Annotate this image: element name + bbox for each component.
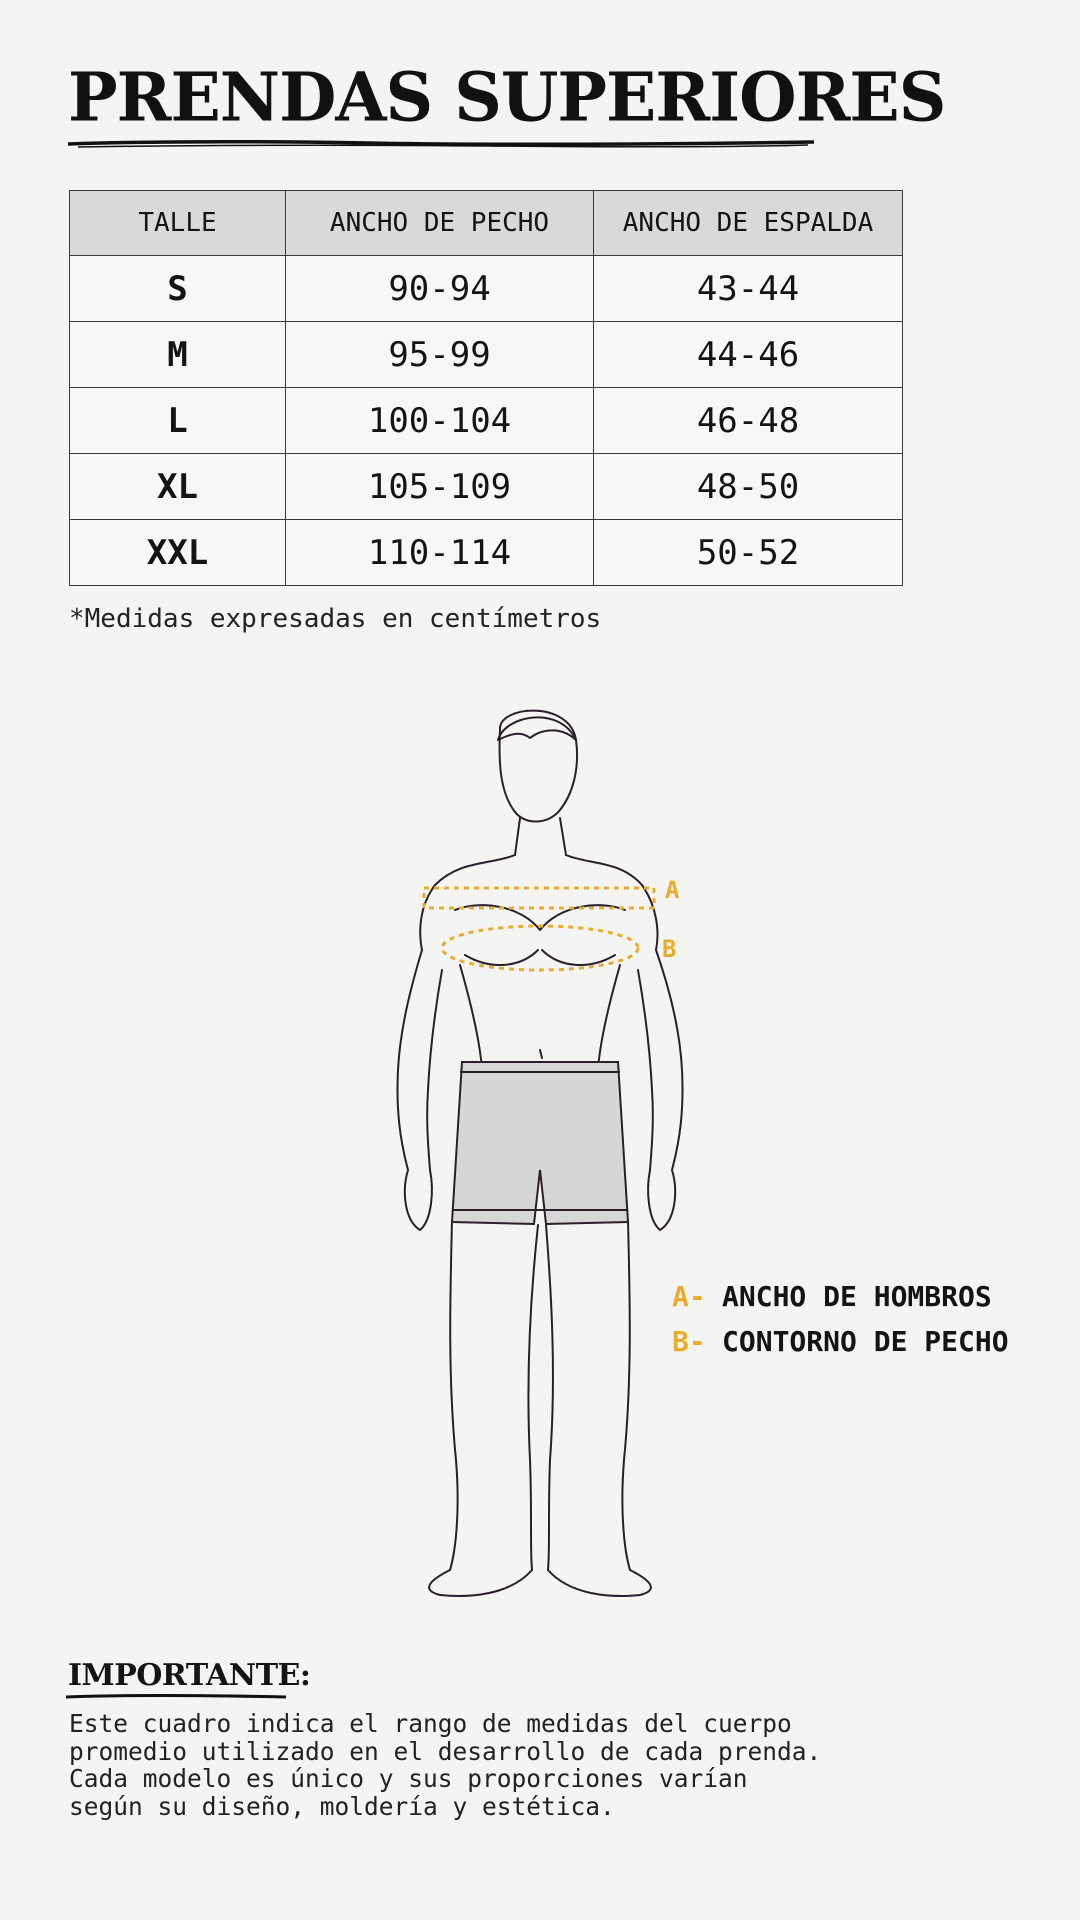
table-row — [70, 256, 903, 322]
marker-b: B — [662, 935, 677, 963]
body-figure-illustration — [380, 700, 700, 1600]
size-table — [69, 190, 903, 586]
important-underline — [66, 1693, 286, 1701]
table-row — [70, 520, 903, 586]
marker-a: A — [665, 876, 680, 904]
legend-key-a: A- — [672, 1280, 706, 1313]
measurement-legend — [672, 1274, 1009, 1364]
footnote: *Medidas expresadas en centímetros — [69, 604, 602, 634]
legend-label-b: CONTORNO DE PECHO — [722, 1325, 1009, 1358]
legend-key-b: B- — [672, 1325, 706, 1358]
back-cell: 48-50 — [594, 454, 903, 520]
shoulder-width-guide — [424, 888, 654, 908]
header-ancho-espalda: ANCHO DE ESPALDA — [594, 191, 903, 256]
page-title: PRENDAS SUPERIORES — [68, 57, 946, 137]
important-text: Este cuadro indica el rango de medidas del cuerpo promedio utilizado en el desarrollo de cada prenda. Cada modelo es único y sus proporciones varían según su diseño, moldería y estética. — [69, 1709, 822, 1821]
size-cell: M — [70, 322, 286, 388]
chest-cell: 110-114 — [286, 520, 594, 586]
size-cell: S — [70, 256, 286, 322]
chest-cell: 95-99 — [286, 322, 594, 388]
header-talle: TALLE — [70, 191, 286, 256]
table-header-row — [70, 191, 903, 256]
back-cell: 44-46 — [594, 322, 903, 388]
chest-cell: 105-109 — [286, 454, 594, 520]
chest-contour-guide — [442, 926, 638, 970]
size-cell: XXL — [70, 520, 286, 586]
chest-cell: 100-104 — [286, 388, 594, 454]
legend-item — [672, 1274, 1009, 1319]
back-cell: 46-48 — [594, 388, 903, 454]
legend-item — [672, 1319, 1009, 1364]
chest-cell: 90-94 — [286, 256, 594, 322]
table-row — [70, 454, 903, 520]
header-ancho-pecho: ANCHO DE PECHO — [286, 191, 594, 256]
important-title: IMPORTANTE: — [68, 1658, 311, 1693]
size-cell: XL — [70, 454, 286, 520]
legend-label-a: ANCHO DE HOMBROS — [722, 1280, 992, 1313]
title-underline — [68, 138, 814, 148]
back-cell: 43-44 — [594, 256, 903, 322]
back-cell: 50-52 — [594, 520, 903, 586]
size-cell: L — [70, 388, 286, 454]
table-row — [70, 322, 903, 388]
table-row — [70, 388, 903, 454]
